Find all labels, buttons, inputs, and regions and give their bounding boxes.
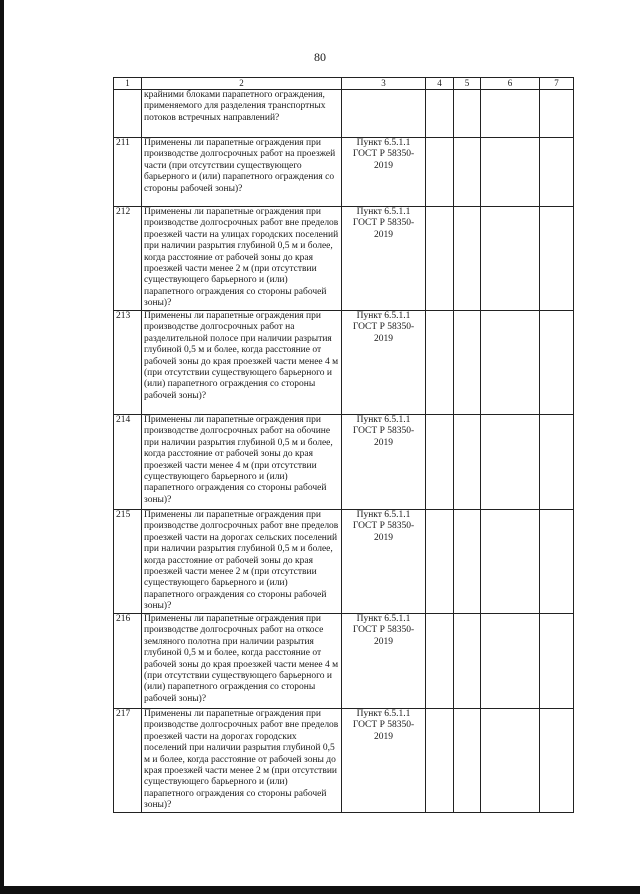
table-row <box>114 614 574 709</box>
row-question: Применены ли парапетные ограждения при производстве долгосрочных работ вне пределов проезжей части на улицах городских поселений при наличии разрытия глубиной 0,5 м и более, когда расстояние от рабочей зоны до края проезжей части менее 2 м (при отсутствии существующего барьерного и (или) парапетного ограждения со стороны рабочей зоны)? <box>142 207 342 311</box>
empty-cell <box>540 138 574 207</box>
row-number: 212 <box>114 207 142 311</box>
empty-cell <box>481 207 540 311</box>
table-row <box>114 709 574 813</box>
empty-cell <box>540 207 574 311</box>
table-row <box>114 415 574 510</box>
header-cell: 4 <box>426 78 454 90</box>
empty-cell <box>481 709 540 813</box>
row-question: крайними блоками парапетного ограждения, применяемого для разделения транспортных потоков встречных направлений? <box>142 90 342 138</box>
row-reference <box>342 90 426 138</box>
header-cell: 2 <box>142 78 342 90</box>
empty-cell <box>540 415 574 510</box>
header-cell: 6 <box>481 78 540 90</box>
empty-cell <box>481 510 540 614</box>
empty-cell <box>454 510 481 614</box>
table-row <box>114 510 574 614</box>
row-number: 211 <box>114 138 142 207</box>
empty-cell <box>481 415 540 510</box>
row-reference: Пункт 6.5.1.1 ГОСТ Р 58350-2019 <box>342 415 426 510</box>
checklist-table <box>113 77 574 813</box>
scan-border-bottom <box>0 886 640 894</box>
header-cell: 3 <box>342 78 426 90</box>
empty-cell <box>540 614 574 709</box>
empty-cell <box>481 90 540 138</box>
empty-cell <box>540 510 574 614</box>
row-question: Применены ли парапетные ограждения при производстве долгосрочных работ вне пределов проезжей части на дорогах городских поселений при наличии разрытия глубиной 0,5 м и более, когда расстояние от рабочей зоны до края проезжей части менее 2 м (при отсутствии существующего барьерного и (или) парапетного ограждения со стороны рабочей зоны)? <box>142 709 342 813</box>
row-question: Применены ли парапетные ограждения при производстве долгосрочных работ на откосе земляного полотна при наличии разрытия глубиной 0,5 м и более, когда расстояние от рабочей зоны до края проезжей части менее 4 м (при отсутствии существующего барьерного и (или) парапетного ограждения со стороны рабочей зоны)? <box>142 614 342 709</box>
table-row <box>114 311 574 415</box>
empty-cell <box>454 207 481 311</box>
empty-cell <box>540 311 574 415</box>
header-cell: 7 <box>540 78 574 90</box>
row-question: Применены ли парапетные ограждения при производстве долгосрочных работ на обочине при наличии разрытия глубиной 0,5 м и более, когда расстояние от рабочей зоны до края проезжей части менее 4 м (при отсутствии существующего барьерного и (или) парапетного ограждения со стороны рабочей зоны)? <box>142 415 342 510</box>
header-row <box>114 78 574 90</box>
empty-cell <box>454 311 481 415</box>
header-cell: 5 <box>454 78 481 90</box>
empty-cell <box>426 207 454 311</box>
scan-border-left <box>0 0 4 894</box>
row-reference: Пункт 6.5.1.1 ГОСТ Р 58350-2019 <box>342 207 426 311</box>
empty-cell <box>481 138 540 207</box>
row-number: 217 <box>114 709 142 813</box>
empty-cell <box>426 510 454 614</box>
row-reference: Пункт 6.5.1.1 ГОСТ Р 58350-2019 <box>342 138 426 207</box>
row-number: 215 <box>114 510 142 614</box>
row-question: Применены ли парапетные ограждения при производстве долгосрочных работ на проезжей части (при отсутствии существующего барьерного и (или) парапетного ограждения со стороны рабочей зоны)? <box>142 138 342 207</box>
row-question: Применены ли парапетные ограждения при производстве долгосрочных работ на разделительной полосе при наличии разрытия глубиной 0,5 м и более, когда расстояние от рабочей зоны до края проезжей части менее 4 м (при отсутствии существующего барьерного и (или) парапетного ограждения со стороны рабочей зоны)? <box>142 311 342 415</box>
empty-cell <box>426 709 454 813</box>
row-number: 216 <box>114 614 142 709</box>
empty-cell <box>426 415 454 510</box>
empty-cell <box>454 415 481 510</box>
row-number <box>114 90 142 138</box>
row-number: 214 <box>114 415 142 510</box>
empty-cell <box>454 138 481 207</box>
empty-cell <box>481 614 540 709</box>
row-reference: Пункт 6.5.1.1 ГОСТ Р 58350-2019 <box>342 311 426 415</box>
empty-cell <box>426 90 454 138</box>
empty-cell <box>540 709 574 813</box>
empty-cell <box>454 614 481 709</box>
empty-cell <box>426 138 454 207</box>
empty-cell <box>454 709 481 813</box>
empty-cell <box>540 90 574 138</box>
page-number: 80 <box>314 50 326 64</box>
empty-cell <box>426 311 454 415</box>
empty-cell <box>454 90 481 138</box>
empty-cell <box>481 311 540 415</box>
row-reference: Пункт 6.5.1.1 ГОСТ Р 58350-2019 <box>342 709 426 813</box>
row-number: 213 <box>114 311 142 415</box>
header-cell: 1 <box>114 78 142 90</box>
table-row <box>114 90 574 138</box>
row-reference: Пункт 6.5.1.1 ГОСТ Р 58350-2019 <box>342 510 426 614</box>
table-row <box>114 207 574 311</box>
row-question: Применены ли парапетные ограждения при производстве долгосрочных работ вне пределов проезжей части на дорогах сельских поселений при наличии разрытия глубиной 0,5 м и более, когда расстояние от рабочей зоны до края проезжей части менее 2 м (при отсутствии существующего барьерного и (или) парапетного ограждения со стороны рабочей зоны)? <box>142 510 342 614</box>
empty-cell <box>426 614 454 709</box>
row-reference: Пункт 6.5.1.1 ГОСТ Р 58350-2019 <box>342 614 426 709</box>
table-row <box>114 138 574 207</box>
